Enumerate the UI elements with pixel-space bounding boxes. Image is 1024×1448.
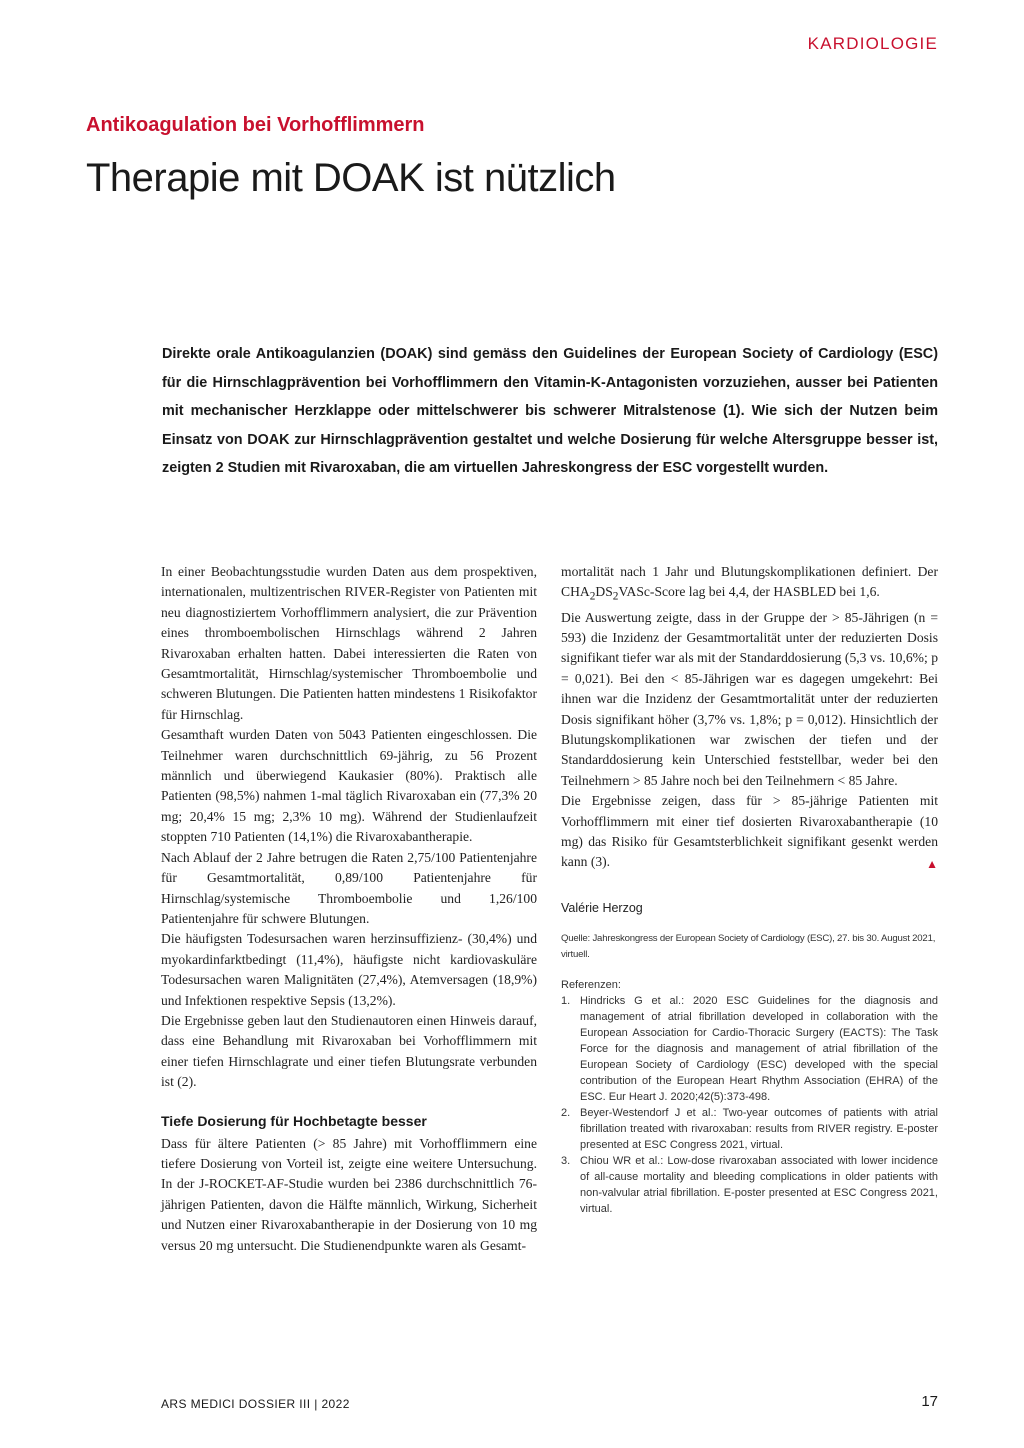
- reference-number: 1.: [561, 994, 571, 1007]
- body-paragraph: Die häufigsten Todesursachen waren herzinsuffizienz- (30,4%) und myokardinfarktbedingt (11,4%), häufigste nicht kardiovaskuläre Todesursachen waren Malignitäten (27,4%), Atemversagen (18,9%) und Infektionen respektive Sepsis (13,2%).: [161, 931, 537, 1008]
- body-paragraph: Die Auswertung zeigte, dass in der Gruppe der > 85-Jährigen (n = 593) die Inzidenz der Gesamtmortalität unter der reduzierten Dosis signifikant tiefer war als mit der Standarddosierung (5,3 vs. 10,6%; p = 0,021). Bei den < 85-Jährigen war es dagegen umgekehrt: Bei ihnen war die Inzidenz der Gesamtmortalität unter der reduzierten Dosis signifikant höher (3,7% vs. 1,8%; p = 0,012). Hinsichtlich der Blutungskomplikationen war zwischen der tiefen und der Standarddosierung kein Unterschied feststellbar, weder bei den Teilnehmern > 85 Jahre noch bei den Teilnehmern < 85 Jahre.: [561, 609, 938, 788]
- body-column-right: [561, 562, 938, 1217]
- body-paragraph: Die Ergebnisse geben laut den Studienautoren einen Hinweis darauf, dass eine Behandlung mit Rivaroxaban bei Vorhofflimmern mit einer tiefen Hirnschlagrate und einer tiefen Blutungsrate verbunden ist (2).: [161, 1012, 537, 1090]
- body-paragraph-final: [561, 791, 938, 873]
- reference-text: Hindricks G et al.: 2020 ESC Guidelines for the diagnosis and management of atrial fibrillation developed in collaboration with the European Association for Cardio-Thoracic Surgery (EACTS): The Task Force for the diagnosis and management of atrial fibrillation of the European Society of Cardiology (ESC) developed with the special contribution of the European Heart Rhythm Association (EHRA) of the ESC. Eur Heart J. 2020;42(5):373-498.: [580, 994, 938, 1103]
- section-label: KARDIOLOGIE: [807, 34, 938, 53]
- author-name: Valérie Herzog: [561, 900, 643, 915]
- references: [561, 977, 938, 1217]
- body-paragraph-score: [561, 562, 938, 608]
- section-subheading: Tiefe Dosierung für Hochbetagte besser: [161, 1112, 427, 1129]
- body-paragraph: Nach Ablauf der 2 Jahre betrugen die Raten 2,75/100 Patientenjahre für Gesamtmortalität, 0,89/100 Patientenjahre für Hirnschlag/systemische Thromboembolie und 1,26/100 Patientenjahre für schwere Blutungen.: [161, 849, 537, 926]
- subscript: 2: [589, 591, 596, 604]
- references-label: Referenzen:: [561, 978, 621, 991]
- page-number: 17: [921, 1393, 938, 1410]
- article-title: Therapie mit DOAK ist nützlich: [86, 156, 616, 200]
- reference-item: [561, 993, 938, 1105]
- reference-number: 2.: [561, 1106, 571, 1119]
- body-paragraph: In einer Beobachtungsstudie wurden Daten aus dem prospektiven, internationalen, multizentrischen RIVER-Register von Patienten mit neu diagnostiziertem Vorhofflimmern analysiert, die zur Prävention eines thromboembolischen Hirnschlags während 2 Jahren Rivaroxaban erhalten hatten. Dabei interessierten die Raten von Gesamtmortalität, Hirnschlag/systemischer Thromboembolie und schweren Blutungen. Die Patienten hatten mindestens 1 Risikofaktor für Hirnschlag.: [161, 564, 537, 722]
- body-column-left: [161, 562, 537, 1256]
- article-kicker: Antikoagulation bei Vorhofflimmern: [86, 114, 425, 136]
- reference-text: Chiou WR et al.: Low-dose rivaroxaban associated with lower incidence of all-cause mortality and bleeding complications in older patients with non-valvular atrial fibrillation. E-poster presented at ESC Congress 2021, virtual.: [580, 1154, 938, 1215]
- subscript: 2: [612, 591, 619, 604]
- body-paragraph: Dass für ältere Patienten (> 85 Jahre) mit Vorhofflimmern eine tiefere Dosierung von Vorteil ist, zeigte eine weitere Untersuchung. In der J-ROCKET-AF-Studie wurden bei 2386 durchschnittlich 76-jährigen Patienten, davon die Hälfte männlich, Wirkung, Sicherheit und Nutzen einer Rivaroxabantherapie in der Dosierung von 10 mg versus 20 mg untersucht. Die Studienendpunkte waren als Gesamt-: [161, 1135, 537, 1253]
- reference-list: [561, 993, 938, 1217]
- lead-paragraph: Direkte orale Antikoagulanzien (DOAK) sind gemäss den Guidelines der European Society of Cardiology (ESC) für die Hirnschlagprävention bei Vorhofflimmern den Vitamin-K-Antagonisten vorzuziehen, ausser bei Patienten mit mechanischer Herzklappe oder mittelschwerer bis schwerer Mitralstenose (1). Wie sich der Nutzen beim Einsatz von DOAK zur Hirnschlagprävention gestaltet und welche Dosierung für welche Altersgruppe besser ist, zeigten 2 Studien mit Rivaroxaban, die am virtuellen Jahreskongress der ESC vorgestellt wurden.: [162, 346, 938, 477]
- text-fragment: Die Ergebnisse zeigen, dass für > 85-jährige Patienten mit Vorhofflimmern mit einer tief dosierten Rivaroxabantherapie (10 mg) das Risiko für Gesamtsterblichkeit signifikant gesenkt werden kann (3).: [561, 793, 938, 870]
- text-fragment: VASc-Score lag bei 4,4, der HASBLED bei 1,6.: [618, 584, 880, 600]
- footer-journal: ARS MEDICI DOSSIER III | 2022: [161, 1397, 350, 1411]
- end-triangle-icon: ▲: [926, 857, 938, 872]
- source-note: Quelle: Jahreskongress der European Society of Cardiology (ESC), 27. bis 30. August 2021, virtuell.: [561, 932, 936, 960]
- text-fragment: mortalität nach 1 Jahr und Blutungskomplikationen definiert. Der CHA: [561, 564, 938, 600]
- reference-item: [561, 1105, 938, 1153]
- body-paragraph: Gesamthaft wurden Daten von 5043 Patienten eingeschlossen. Die Teilnehmer waren durchschnittlich 69-jährig, zu 56 Prozent männlich und überwiegend Kaukasier (80%). Praktisch alle Patienten (98,5%) nahmen 1-mal täglich Rivaroxaban ein (77,3% 20 mg; 20,4% 15 mg; 2,3% 10 mg). Während der Studienlaufzeit stoppten 710 Patienten (14,1%) die Rivaroxabantherapie.: [161, 727, 537, 845]
- reference-text: Beyer-Westendorf J et al.: Two-year outcomes of patients with atrial fibrillation treated with rivaroxaban: results from RIVER registry. E-poster presented at ESC Congress 2021, virtual.: [580, 1106, 938, 1151]
- text-fragment: DS: [595, 584, 613, 600]
- reference-item: [561, 1153, 938, 1217]
- reference-number: 3.: [561, 1154, 571, 1167]
